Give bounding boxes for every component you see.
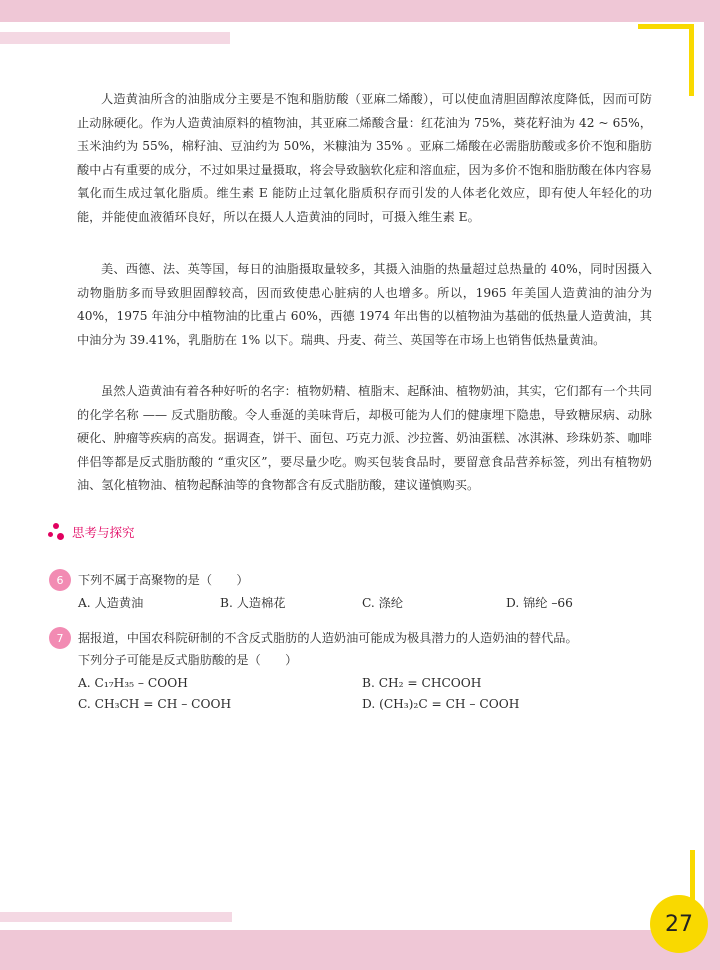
- question-7-stem-line-2: 下列分子可能是反式脂肪酸的是（ ）: [78, 653, 298, 667]
- question-7-option-c: C. CH₃CH = CH – COOH: [78, 697, 232, 711]
- question-7-option-b: B. CH₂ = CHCOOH: [362, 676, 482, 690]
- question-6-option-c: C. 涤纶: [362, 596, 404, 610]
- section-heading: [48, 523, 135, 541]
- question-7-option-a: A. C₁₇H₃₅ – COOH: [78, 676, 188, 690]
- page-number-badge: [650, 895, 708, 953]
- bottom-decor-bar: [0, 912, 232, 922]
- top-decor-bar: [0, 32, 230, 44]
- paragraph-2: 美、西德、法、英等国，每日的油脂摄取量较多，其摄入油脂的热量超过总热量的 40%，同时因摄入动物脂肪多而导致胆固醇较高，因而致使患心脏病的人也增多。所以，1965 年美国人造黄油的油分为 40%，1975 年油分中植物油的比重占 60%，西德 1974 年出售的以植物油为基础的低热量人造黄油，其中油分为 39.41%，乳脂肪在 1% 以下。瑞典、丹麦、荷兰、英国等在市场上也销售低热量黄油。: [77, 262, 652, 347]
- corner-bracket-top: [638, 24, 694, 96]
- question-7-option-d: D. (CH₃)₂C = CH – COOH: [362, 697, 520, 711]
- question-6-option-a: A. 人造黄油: [78, 596, 144, 610]
- question-6-option-b: B. 人造棉花: [220, 596, 286, 610]
- paragraph-1: 人造黄油所含的油脂成分主要是不饱和脂肪酸（亚麻二烯酸），可以使血清胆固醇浓度降低，因而可防止动脉硬化。作为人造黄油原料的植物油，其亚麻二烯酸含量：红花油为 75%，葵花籽油为 42 ~ 65%，玉米油约为 55%，棉籽油、豆油约为 50%，米糠油为 35% 。亚麻二烯酸在必需脂肪酸或多价不饱和脂肪酸中占有重要的成分，不过如果过量摄取，将会导致脑软化症和溶血症，因为多价不饱和脂肪酸在体内容易氧化而生成过氧化脂质。维生素 E 能防止过氧化脂质积存而引发的人体老化效应，即有使人年轻化的功能，并能使血液循环良好，所以在摄人人造黄油的同时，可摄入维生素 E。: [77, 92, 652, 224]
- question-6-option-d: D. 锦纶 –66: [506, 596, 573, 610]
- question-number-badge: 6: [49, 569, 71, 591]
- dots-icon: [48, 523, 66, 541]
- paragraph-3: 虽然人造黄油有着各种好听的名字：植物奶精、植脂末、起酥油、植物奶油，其实，它们都有一个共同的化学名称 —— 反式脂肪酸。令人垂涎的美味背后，却极可能为人们的健康埋下隐患，导致糖尿病、动脉硬化、肿瘤等疾病的高发。据调查，饼干、面包、巧克力派、沙拉酱、奶油蛋糕、冰淇淋、珍珠奶茶、咖啡伴侣等都是反式脂肪酸的 “重灾区”，要尽量少吃。购买包装食品时，要留意食品营养标签，列出有植物奶油、氢化植物油、植物起酥油等的食物都含有反式脂肪酸，建议谨慎购买。: [77, 384, 652, 492]
- question-7-stem-line-1: 据报道，中国农科院研制的不含反式脂肪的人造奶油可能成为极具潜力的人造奶油的替代品。: [78, 631, 578, 645]
- question-6-stem: 下列不属于高聚物的是（ ）: [78, 573, 249, 587]
- page-number: 27: [665, 911, 693, 937]
- right-border: [704, 0, 720, 970]
- top-border: [0, 0, 720, 22]
- question-number-badge: 7: [49, 627, 71, 649]
- bottom-border: [0, 930, 720, 970]
- section-title: 思考与探究: [72, 525, 135, 540]
